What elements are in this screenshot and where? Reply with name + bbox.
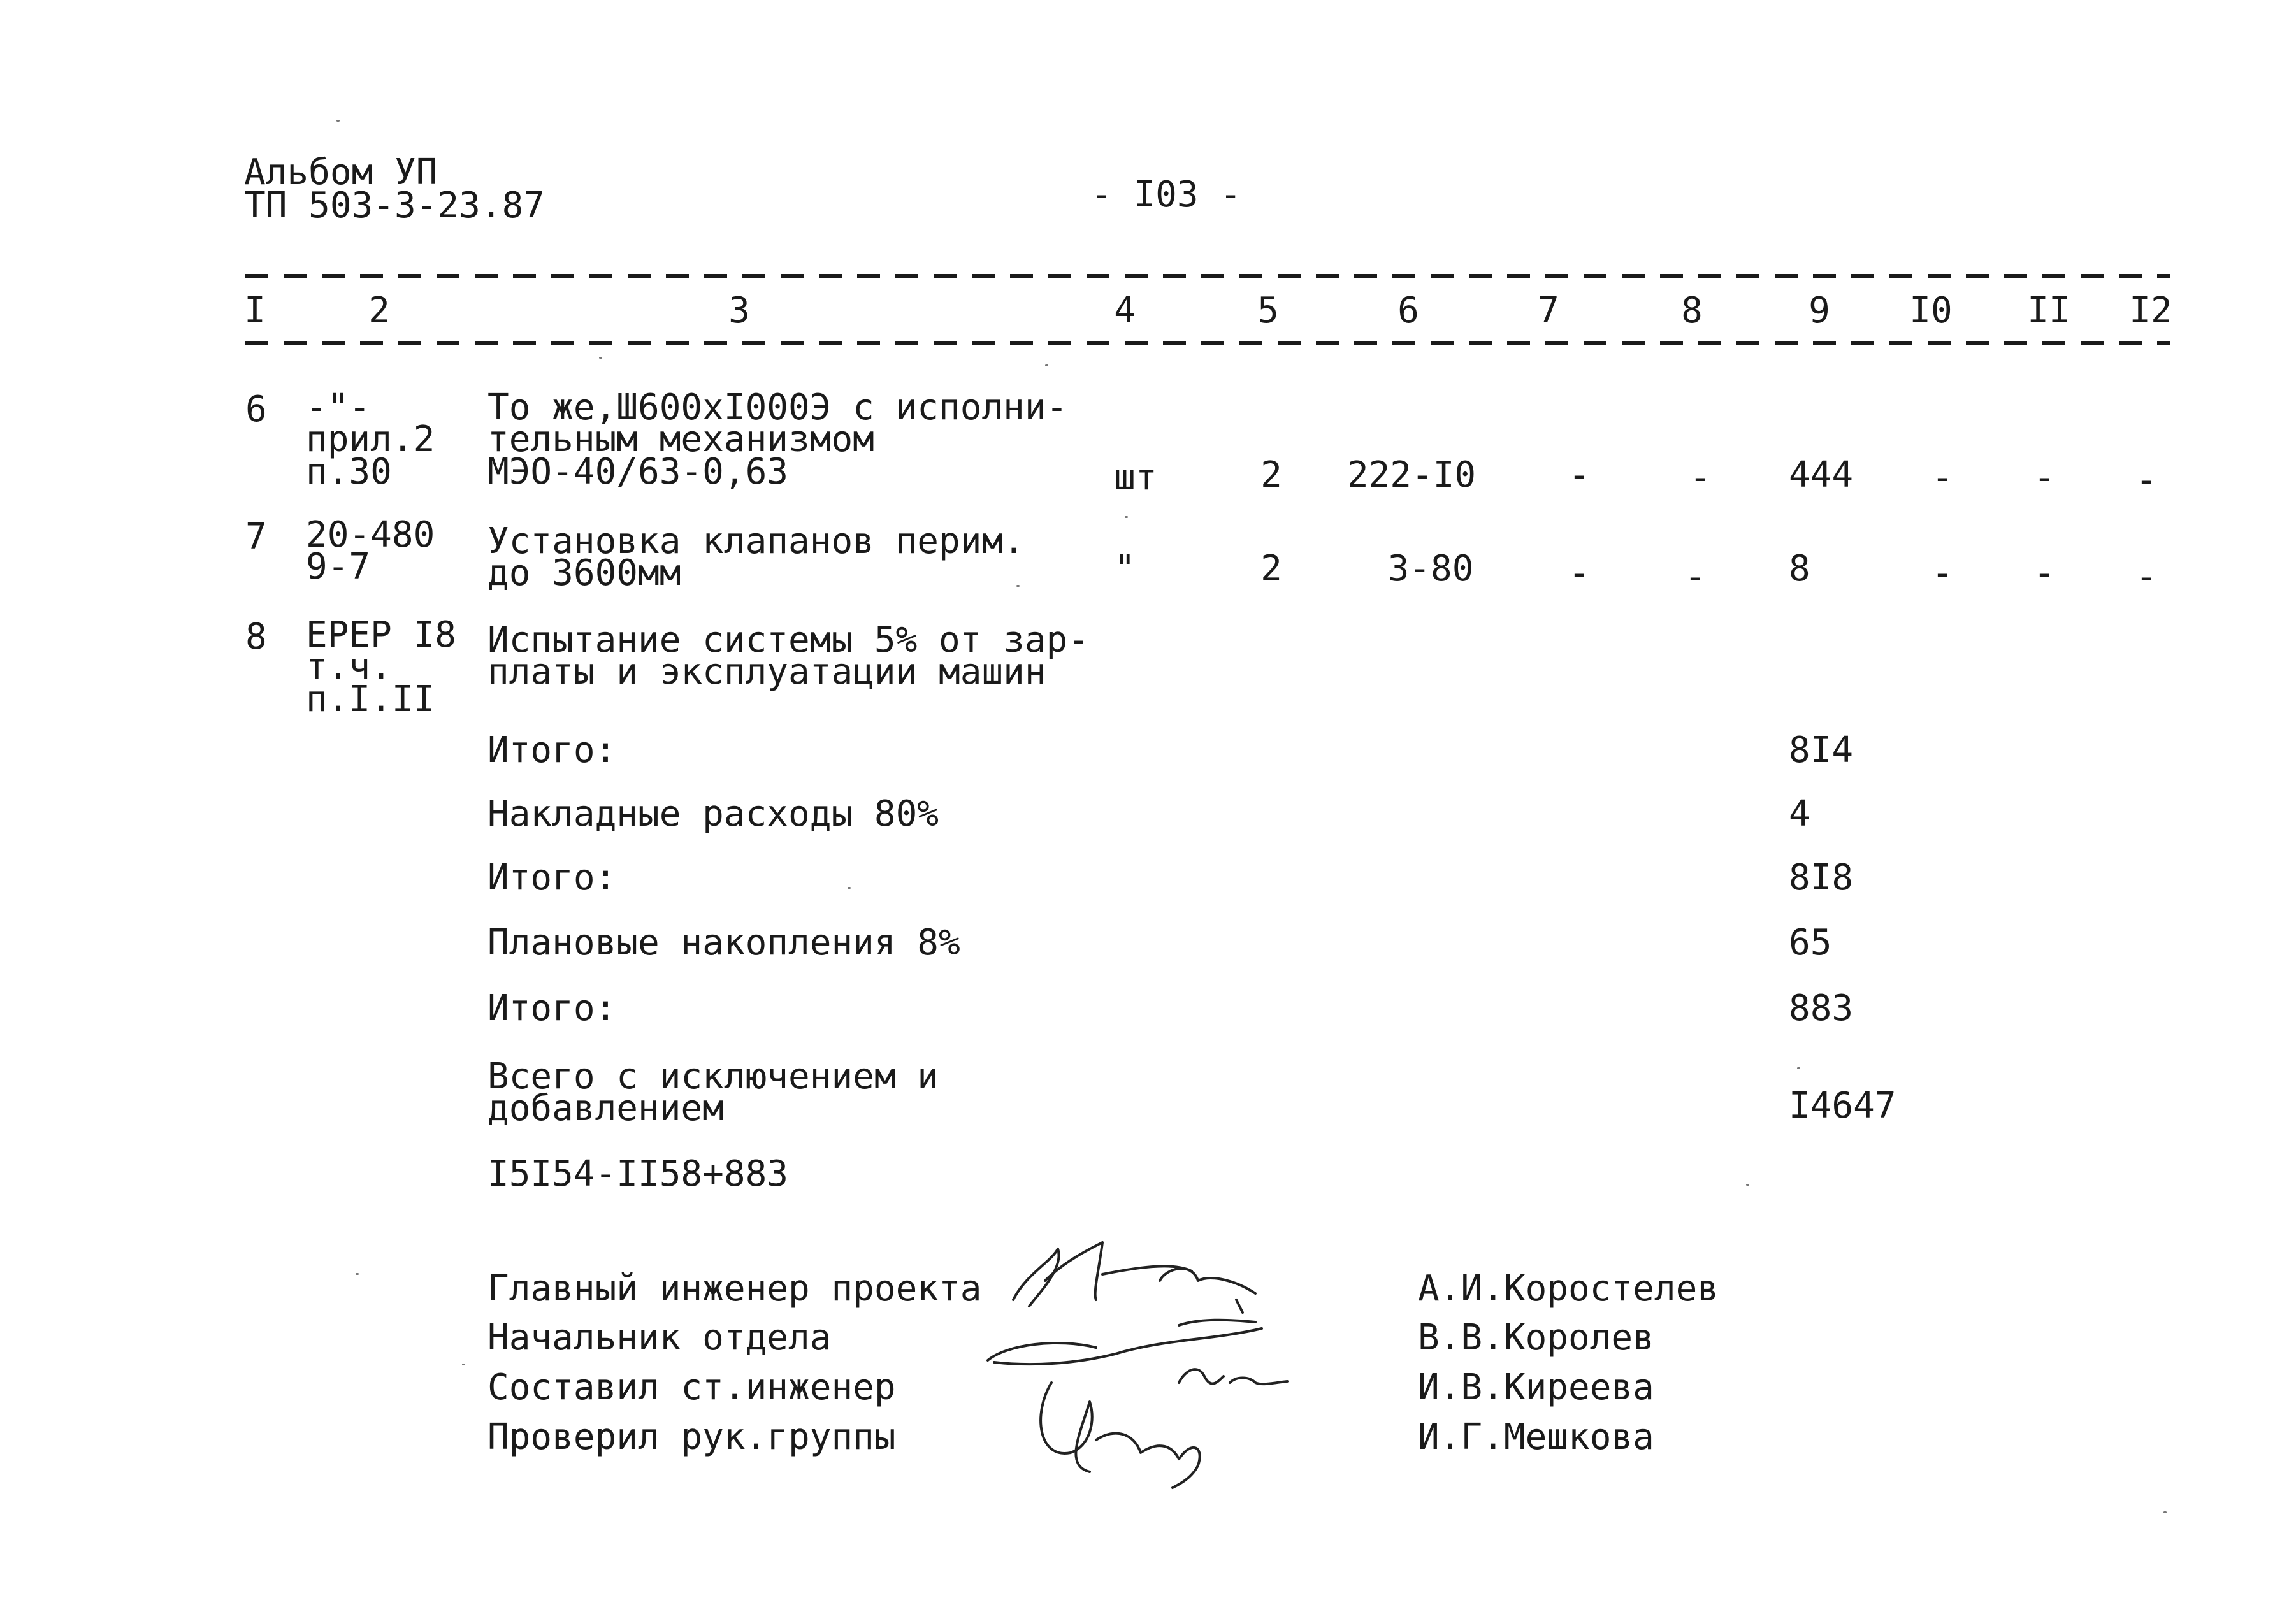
column-header: 5 — [1257, 290, 1279, 331]
row-col11: - — [2033, 457, 2055, 498]
summary-label: Накладные расходы 80% — [487, 793, 939, 835]
signature-role: Проверил рук.группы — [487, 1416, 896, 1458]
scan-speck — [1797, 1067, 1800, 1069]
summary-value: I4647 — [1789, 1085, 1896, 1126]
signature-role: Начальник отдела — [487, 1317, 832, 1358]
column-header: 9 — [1809, 290, 1830, 331]
row-col7: - — [1568, 454, 1590, 496]
scan-speck — [1125, 516, 1128, 518]
row-unit: " — [1114, 548, 1136, 589]
column-header: 6 — [1397, 290, 1419, 331]
row-col10: - — [1931, 457, 1953, 498]
scan-speck — [848, 887, 851, 889]
summary-value: 65 — [1789, 922, 1832, 963]
signature-name: В.В.Королев — [1418, 1317, 1654, 1358]
column-header: 8 — [1681, 290, 1703, 331]
row-col10: - — [1931, 552, 1953, 594]
album-title: Альбом УП — [244, 152, 438, 193]
column-header: 2 — [368, 290, 390, 331]
signature-1 — [1013, 1242, 1255, 1313]
summary-label: Всего с исключением и добавлением — [487, 1056, 939, 1130]
row-price: 222-I0 — [1347, 454, 1477, 496]
column-header: 4 — [1114, 290, 1136, 331]
row-col12: - — [2135, 556, 2157, 598]
row-total: 444 — [1789, 454, 1854, 496]
header-rule-bottom — [245, 341, 2170, 345]
column-header: I2 — [2129, 290, 2172, 331]
scan-speck — [1016, 585, 1020, 587]
row-col8: - — [1689, 457, 1711, 498]
signature-4 — [1179, 1369, 1287, 1384]
signature-name: И.Г.Мешкова — [1418, 1416, 1654, 1458]
row-code: 20-480 9-7 — [306, 514, 435, 588]
row-quantity: 2 — [1260, 454, 1282, 496]
column-header: 3 — [728, 290, 750, 331]
summary-label: Итого: — [487, 730, 617, 771]
handwritten-signatures — [969, 1223, 1389, 1491]
summary-value: 883 — [1789, 988, 1854, 1029]
scan-speck — [1045, 364, 1048, 366]
row-description: Испытание системы 5% от зар- платы и эксплуатации машин — [487, 619, 1090, 693]
page-number: - I03 - — [1090, 174, 1242, 215]
row-description: Установка клапанов перим. до 3600мм — [487, 521, 1025, 594]
scan-speck — [356, 1273, 359, 1275]
row-number: 6 — [245, 389, 267, 430]
row-number: 7 — [245, 516, 267, 558]
summary-value: 8I4 — [1789, 730, 1854, 771]
row-quantity: 2 — [1260, 548, 1282, 589]
row-number: 8 — [245, 616, 267, 658]
signature-3 — [1041, 1383, 1200, 1488]
scan-speck — [462, 1364, 465, 1365]
row-description: То же,Ш600хI000Э с исполни- тельным механизмом МЭО-40/63-0,63 — [487, 387, 1068, 493]
summary-label: Итого: — [487, 988, 617, 1029]
row-col7: - — [1568, 552, 1590, 594]
row-col8: - — [1684, 556, 1706, 598]
scan-speck — [1746, 1184, 1749, 1186]
scan-speck — [599, 357, 602, 359]
signature-2 — [988, 1320, 1262, 1364]
row-col11: - — [2033, 552, 2055, 594]
row-price: 3-80 — [1387, 548, 1474, 589]
signature-role: Главный инженер проекта — [487, 1268, 982, 1309]
column-header: 7 — [1538, 290, 1559, 331]
row-code: ЕРЕР I8 т.ч. п.I.II — [306, 614, 457, 720]
signature-name: А.И.Коростелев — [1418, 1268, 1719, 1309]
scan-speck — [336, 120, 340, 122]
summary-value: 4 — [1789, 793, 1810, 835]
summary-label: Итого: — [487, 857, 617, 898]
summary-label: Плановые накопления 8% — [487, 922, 960, 963]
summary-value: 8I8 — [1789, 857, 1854, 898]
project-code: ТП 503-3-23.87 — [244, 185, 545, 226]
column-header: I — [244, 290, 266, 331]
row-code: -"- прил.2 п.30 — [306, 387, 435, 493]
signature-role: Составил ст.инженер — [487, 1367, 896, 1408]
row-unit: шт — [1114, 457, 1157, 498]
row-total: 8 — [1789, 548, 1810, 589]
column-header: I0 — [1909, 290, 1953, 331]
header-rule-top — [245, 274, 2170, 278]
scan-speck — [2163, 1511, 2167, 1513]
column-header: II — [2027, 290, 2070, 331]
signature-name: И.В.Киреева — [1418, 1367, 1654, 1408]
row-col12: - — [2135, 459, 2157, 501]
formula: I5I54-II58+883 — [487, 1153, 789, 1195]
